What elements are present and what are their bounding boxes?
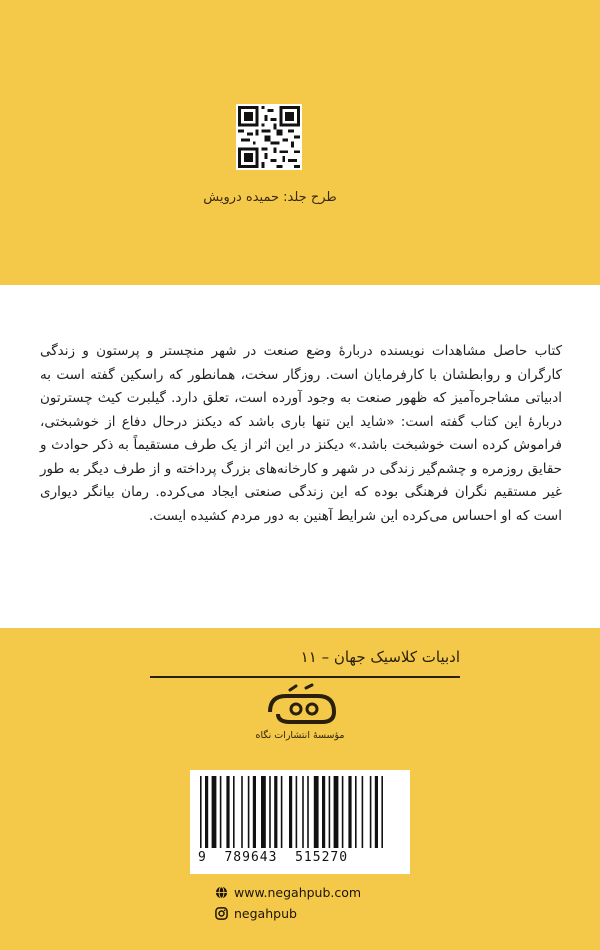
barcode-bar <box>241 776 243 848</box>
instagram-handle[interactable]: negahpub <box>234 906 297 921</box>
barcode-bar <box>274 776 277 848</box>
barcode-bar <box>233 776 235 848</box>
barcode-bar <box>307 776 309 848</box>
barcode-bar <box>248 776 250 848</box>
series-label: ادبیات کلاسیک جهان – ۱۱ <box>300 648 460 666</box>
barcode-bar <box>314 776 319 848</box>
barcode-bar <box>329 776 331 848</box>
cover-design-credit: طرح جلد: حمیده درویش <box>203 190 337 205</box>
barcode-bar <box>362 776 364 848</box>
publisher-name: مؤسسهٔ انتشارات نگاه <box>255 730 345 741</box>
instagram-icon <box>215 907 228 920</box>
barcode-bar <box>253 776 256 848</box>
barcode-bar <box>296 776 298 848</box>
website-link[interactable]: www.negahpub.com <box>234 885 362 900</box>
barcode-bar <box>302 776 304 848</box>
isbn-barcode <box>190 770 410 874</box>
barcode-bar <box>322 776 325 848</box>
isbn-number: 9 789643 515270 <box>198 850 349 865</box>
publisher-logo <box>260 682 344 730</box>
globe-icon <box>215 886 228 899</box>
website-row[interactable] <box>215 885 415 900</box>
barcode-bar <box>281 776 283 848</box>
barcode-bar <box>289 776 292 848</box>
barcode-bar <box>355 776 357 848</box>
barcode-bar <box>348 776 351 848</box>
series-divider <box>150 676 460 678</box>
barcode-bar <box>220 776 222 848</box>
qr-code <box>236 104 302 170</box>
barcode-bar <box>212 776 217 848</box>
barcode-bar <box>205 776 208 848</box>
book-description: کتاب حاصل مشاهدات نویسنده دربارهٔ وضع صنعت در شهر منچستر و پرستون و زندگی کارگران و روابطشان با کارفرمایان است. روزگار سخت، همانطور که راسکین گفته است به ادبیاتی مشاجره‌آمیز که ظهور صنعت به وجود آورده است، تعلق دارد. گیلبرت کیث چسترتون دربارهٔ این کتاب گفته است: «شاید این تنها باری باشد که دیکنز در‌حال دفاع از خوشبختی، فراموش کرده است خوشبخت باشد.» دیکنز در این اثر از یک طرف مستقیماً به ذکر حوادث و حقایق روزمره و چشم‌گیر زندگی در شهر و کارخانه‌های بزرگ پرداخته و از طرف دیگر به طور غیر مستقیم نگران فرهنگی بوده که این زندگی صنعتی ایجاد می‌کرده. رمان بیانگر دیواری است که او احساس می‌کرده این شرایط آهنین به دور مردم کشیده ایست. <box>40 343 562 524</box>
barcode-bar <box>200 776 202 848</box>
barcode-bar <box>381 776 383 848</box>
barcode-bar <box>226 776 229 848</box>
barcode-bar <box>261 776 266 848</box>
instagram-row[interactable] <box>215 906 415 921</box>
barcode-bar <box>375 776 378 848</box>
barcode-bar <box>269 776 271 848</box>
barcode-bar <box>334 776 339 848</box>
barcode-bar <box>370 776 372 848</box>
barcode-bar <box>342 776 344 848</box>
barcode-bars <box>200 776 400 848</box>
